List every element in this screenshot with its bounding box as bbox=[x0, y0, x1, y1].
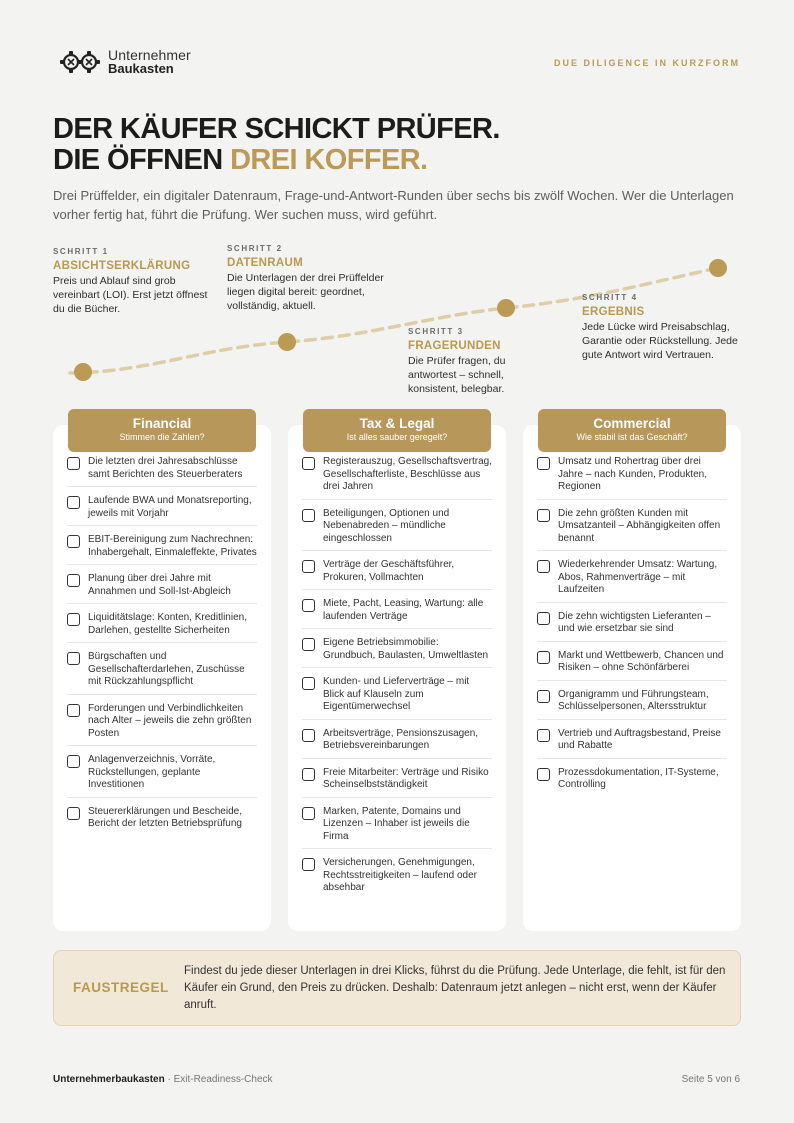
card-header-financial bbox=[68, 409, 256, 452]
step-text: Die Unterlagen der drei Prüffelder liegen digital bereit: geordnet, vollständig, aktuell. bbox=[227, 272, 384, 312]
card-header-commercial bbox=[538, 409, 726, 452]
checklist-item bbox=[537, 687, 727, 720]
checklist-item-text: Markt und Wettbewerb, Chancen und Risiken – ohne Schönfärberei bbox=[558, 649, 724, 673]
title-line1: DER KÄUFER SCHICKT PRÜFER. bbox=[53, 113, 500, 145]
checklist-commercial bbox=[537, 454, 727, 803]
checkbox[interactable] bbox=[67, 755, 80, 768]
step-4 bbox=[582, 293, 752, 362]
checklist-item-text: Kunden- und Lieferverträge – mit Blick auf Klauseln zum Eigentümerwechsel bbox=[323, 676, 470, 712]
step-title: ABSICHTSERKLÄRUNG bbox=[53, 260, 191, 272]
card-tax-legal bbox=[288, 425, 506, 931]
step-number: SCHRITT 3 bbox=[408, 327, 464, 336]
rule-of-thumb-box bbox=[53, 950, 741, 1026]
step-number: SCHRITT 2 bbox=[227, 244, 283, 253]
card-subtitle: Ist alles sauber geregelt? bbox=[346, 432, 448, 442]
footer-brand: Unternehmerbaukasten bbox=[53, 1074, 165, 1085]
checklist-item-text: Versicherungen, Genehmigungen, Rechtsstreitigkeiten – laufend oder absehbar bbox=[323, 857, 477, 893]
checklist-item bbox=[67, 649, 257, 695]
step-text: Die Prüfer fragen, du antwortest – schnell, konsistent, belegbar. bbox=[408, 355, 506, 395]
checklist-item bbox=[67, 493, 257, 526]
page-kicker: DUE DILIGENCE IN KURZFORM bbox=[554, 58, 740, 68]
title-line2-prefix: DIE ÖFFNEN bbox=[53, 144, 231, 176]
checklist-item bbox=[67, 752, 257, 798]
step-title: DATENRAUM bbox=[227, 257, 303, 269]
checkbox[interactable] bbox=[537, 690, 550, 703]
checkbox[interactable] bbox=[302, 599, 315, 612]
checklist-item bbox=[67, 804, 257, 836]
card-subtitle: Stimmen die Zahlen? bbox=[119, 432, 205, 442]
card-title: Commercial bbox=[593, 416, 671, 431]
checklist-item-text: Umsatz und Rohertrag über drei Jahre – nach Kunden, Produkten, Regionen bbox=[558, 456, 707, 492]
checklist-item-text: Prozessdokumentation, IT-Systeme, Controlling bbox=[558, 766, 719, 790]
timeline-dot-3 bbox=[497, 299, 515, 317]
checkbox[interactable] bbox=[67, 807, 80, 820]
card-financial bbox=[53, 425, 271, 931]
checklist-item bbox=[67, 454, 257, 487]
checkbox[interactable] bbox=[537, 729, 550, 742]
checklist-item-text: Liquiditätslage: Konten, Kreditlinien, Darlehen, gestellte Sicherheiten bbox=[88, 612, 247, 636]
checkbox[interactable] bbox=[302, 509, 315, 522]
title-line2-highlight: DREI KOFFER. bbox=[230, 144, 428, 176]
brand-line1: Unternehmer bbox=[108, 47, 191, 63]
checkbox[interactable] bbox=[302, 768, 315, 781]
checkbox[interactable] bbox=[537, 651, 550, 664]
checklist-item-text: Die letzten drei Jahresabschlüsse samt Berichten des Steuerberaters bbox=[88, 456, 243, 480]
checklist-item-text: EBIT-Bereinigung zum Nachrechnen: Inhabergehalt, Einmaleffekte, Privates bbox=[88, 534, 257, 558]
checklist-item-text: Laufende BWA und Monatsreporting, jeweils mit Vorjahr bbox=[88, 495, 252, 519]
checkbox[interactable] bbox=[67, 704, 80, 717]
brand-logo bbox=[58, 48, 191, 76]
checklist-item bbox=[302, 674, 492, 720]
gear-logo-icon bbox=[58, 49, 102, 75]
checklist-item bbox=[537, 506, 727, 552]
checklist-item bbox=[67, 610, 257, 643]
card-title: Financial bbox=[132, 416, 192, 431]
checklist-item-text: Organigramm und Führungsteam, Schlüsselpersonen, Altersstruktur bbox=[558, 688, 709, 712]
checklist-item-text: Steuererklärungen und Bescheide, Bericht der letzten Betriebsprüfung bbox=[88, 805, 242, 829]
checklist-item bbox=[67, 701, 257, 747]
checkbox[interactable] bbox=[302, 807, 315, 820]
checklist-item bbox=[302, 557, 492, 590]
checklist-item-text: Planung über drei Jahre mit Annahmen und Soll-Ist-Abgleich bbox=[88, 573, 231, 597]
checklist-item-text: Beteiligungen, Optionen und Nebenabreden – mündliche eingeschlossen bbox=[323, 507, 450, 544]
footer-section: · Exit-Readiness-Check bbox=[164, 1074, 273, 1085]
page-number: Seite 5 von 6 bbox=[681, 1074, 740, 1085]
checklist-item-text: Wiederkehrender Umsatz: Wartung, Abos, Rahmenverträge – mit Laufzeiten bbox=[558, 559, 718, 595]
checklist-item bbox=[302, 635, 492, 668]
checkbox[interactable] bbox=[67, 613, 80, 626]
timeline-dot-4 bbox=[709, 259, 727, 277]
checklist-item bbox=[302, 596, 492, 629]
footer-left bbox=[53, 1074, 273, 1085]
step-2 bbox=[227, 244, 397, 313]
checklist-item-text: Verträge der Geschäftsführer, Prokuren, Vollmachten bbox=[323, 559, 455, 583]
checkbox[interactable] bbox=[537, 612, 550, 625]
checklist-item bbox=[537, 765, 727, 797]
step-1 bbox=[53, 247, 213, 316]
checkbox[interactable] bbox=[302, 677, 315, 690]
card-subtitle: Wie stabil ist das Geschäft? bbox=[576, 432, 688, 442]
rule-label: FAUSTREGEL bbox=[73, 980, 169, 995]
checklist-item-text: Anlagenverzeichnis, Vorräte, Rückstellungen, geplante Investitionen bbox=[88, 754, 216, 790]
checklist-item-text: Registerauszug, Gesellschaftsvertrag, Gesellschafterliste, Beschlüsse aus drei Jahren bbox=[323, 456, 492, 492]
card-title: Tax & Legal bbox=[359, 416, 435, 431]
step-title: FRAGERUNDEN bbox=[408, 340, 501, 352]
checkbox[interactable] bbox=[302, 638, 315, 651]
checklist-item bbox=[537, 557, 727, 603]
step-number: SCHRITT 4 bbox=[582, 293, 638, 302]
checklist-item bbox=[302, 726, 492, 759]
page-title bbox=[53, 114, 500, 176]
checklist-financial bbox=[67, 454, 257, 842]
step-text: Jede Lücke wird Preisabschlag, Garantie oder Rückstellung. Jede gute Antwort wird Vertrauen. bbox=[582, 321, 738, 361]
checkbox[interactable] bbox=[67, 496, 80, 509]
checklist-item bbox=[302, 855, 492, 900]
timeline-dot-1 bbox=[74, 363, 92, 381]
checklist-item-text: Freie Mitarbeiter: Verträge und Risiko Scheinselbstständigkeit bbox=[323, 766, 489, 790]
intro-paragraph: Drei Prüffelder, ein digitaler Datenraum, Frage-und-Antwort-Runden über sechs bis zwölf Wochen. Wer die Unterlagen vorher fertig hat, führt die Prüfung. Wer suchen muss, wird geführt. bbox=[53, 188, 734, 222]
checklist-item-text: Die zehn größten Kunden mit Umsatzanteil – Abhängigkeiten offen benannt bbox=[558, 507, 721, 544]
checklist-item bbox=[67, 532, 257, 565]
checklist-item-text: Miete, Pacht, Leasing, Wartung: alle laufenden Verträge bbox=[323, 598, 484, 622]
checkbox[interactable] bbox=[302, 457, 315, 470]
checklist-item-text: Arbeitsverträge, Pensionszusagen, Betriebsvereinbarungen bbox=[323, 727, 479, 751]
step-text: Preis und Ablauf sind grob vereinbart (LOI). Erst jetzt öffnest du die Bücher. bbox=[53, 275, 208, 315]
checkbox[interactable] bbox=[302, 858, 315, 871]
checklist-item bbox=[302, 765, 492, 798]
checklist-item-text: Eigene Betriebsimmobilie: Grundbuch, Baulasten, Umweltlasten bbox=[323, 637, 489, 661]
checklist-item bbox=[537, 454, 727, 500]
checkbox[interactable] bbox=[537, 509, 550, 522]
checkbox[interactable] bbox=[537, 560, 550, 573]
step-3 bbox=[408, 327, 533, 396]
checkbox[interactable] bbox=[302, 729, 315, 742]
checkbox[interactable] bbox=[67, 457, 80, 470]
checklist-tax-legal bbox=[302, 454, 492, 906]
checklist-item bbox=[302, 506, 492, 552]
checkbox[interactable] bbox=[67, 535, 80, 548]
checklist-item-text: Forderungen und Verbindlichkeiten nach Alter – jeweils die zehn größten Posten bbox=[88, 702, 252, 739]
checklist-item bbox=[302, 454, 492, 500]
card-commercial bbox=[523, 425, 741, 931]
checklist-item bbox=[302, 804, 492, 850]
checkbox[interactable] bbox=[67, 574, 80, 587]
checklist-item-text: Vertrieb und Auftragsbestand, Preise und Rabatte bbox=[558, 727, 721, 751]
step-number: SCHRITT 1 bbox=[53, 247, 109, 256]
checklist-item-text: Bürgschaften und Gesellschafterdarlehen, Zuschüsse mit Rückzahlungspflicht bbox=[88, 651, 245, 687]
checklist-item bbox=[67, 571, 257, 604]
card-header-tax-legal bbox=[303, 409, 491, 452]
checklist-item bbox=[537, 609, 727, 642]
step-title: ERGEBNIS bbox=[582, 306, 645, 318]
timeline-dot-2 bbox=[278, 333, 296, 351]
checklist-item bbox=[537, 726, 727, 759]
brand-line2: Baukasten bbox=[108, 61, 174, 76]
checkbox[interactable] bbox=[67, 652, 80, 665]
checklist-item-text: Marken, Patente, Domains und Lizenzen – Inhaber ist jeweils die Firma bbox=[323, 805, 470, 842]
checkbox[interactable] bbox=[302, 560, 315, 573]
checkbox[interactable] bbox=[537, 768, 550, 781]
checklist-item bbox=[537, 648, 727, 681]
checklist-item-text: Die zehn wichtigsten Lieferanten – und wie ersetzbar sie sind bbox=[558, 610, 711, 634]
rule-text: Findest du jede dieser Unterlagen in drei Klicks, führst du die Prüfung. Jede Unterlage, die fehlt, ist für den Käufer ein Grund, den Preis zu drücken. Deshalb: Datenraum jetzt anlegen – nicht erst, wenn der Käufer anruft. bbox=[184, 965, 726, 1011]
checkbox[interactable] bbox=[537, 457, 550, 470]
